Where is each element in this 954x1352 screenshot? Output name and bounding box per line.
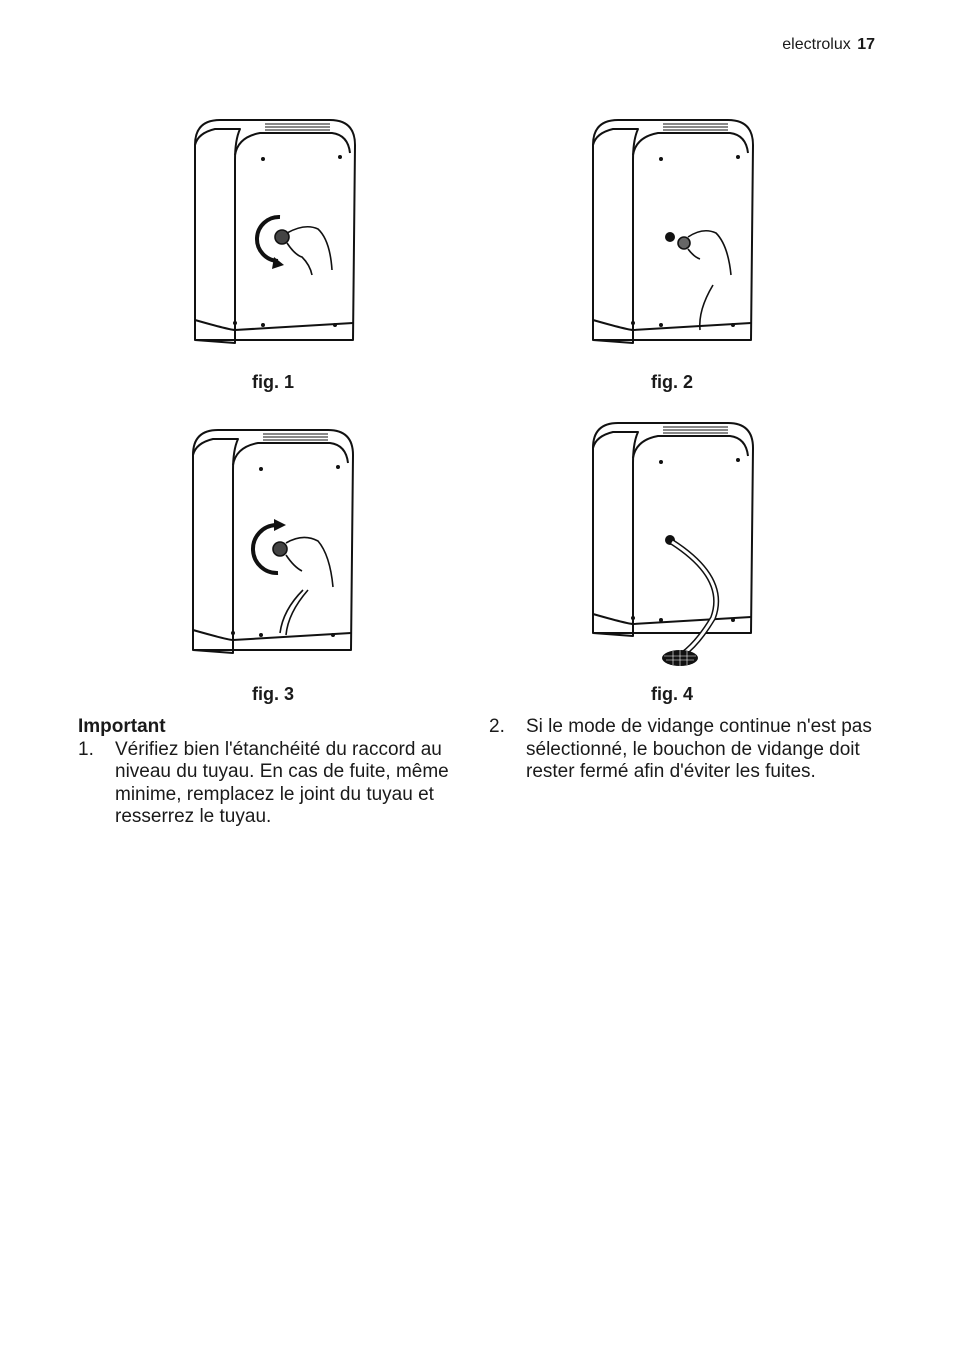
list-item-text: Vérifiez bien l'étanchéité du raccord au niveau du tuyau. En cas de fuite, même minime, remplacez le joint du tuyau et resserrez le tuyau. [115,738,449,827]
figure-2-illustration [588,115,758,350]
list-item-text: Si le mode de vidange continue n'est pas sélectionné, le bouchon de vidange doit rester fermé afin d'éviter les fuites. [526,716,872,782]
right-column [489,716,881,784]
figure-1-caption: fig. 1 [251,372,294,392]
list-item-number: 1. [78,738,94,760]
figure-3-caption: fig. 3 [251,684,294,704]
figure-1-illustration [190,115,360,350]
page-header [782,36,875,54]
brand-name: electrolux [782,36,851,53]
page-number: 17 [857,36,875,53]
important-heading: Important [78,716,166,737]
left-column [78,716,470,829]
figure-3-illustration [188,425,358,660]
list-item [489,716,881,784]
figure-2-caption: fig. 2 [650,372,693,392]
list-item-number: 2. [489,716,505,737]
figure-4-caption: fig. 4 [650,684,693,704]
list-item [78,739,470,829]
figure-4-illustration [588,418,758,673]
